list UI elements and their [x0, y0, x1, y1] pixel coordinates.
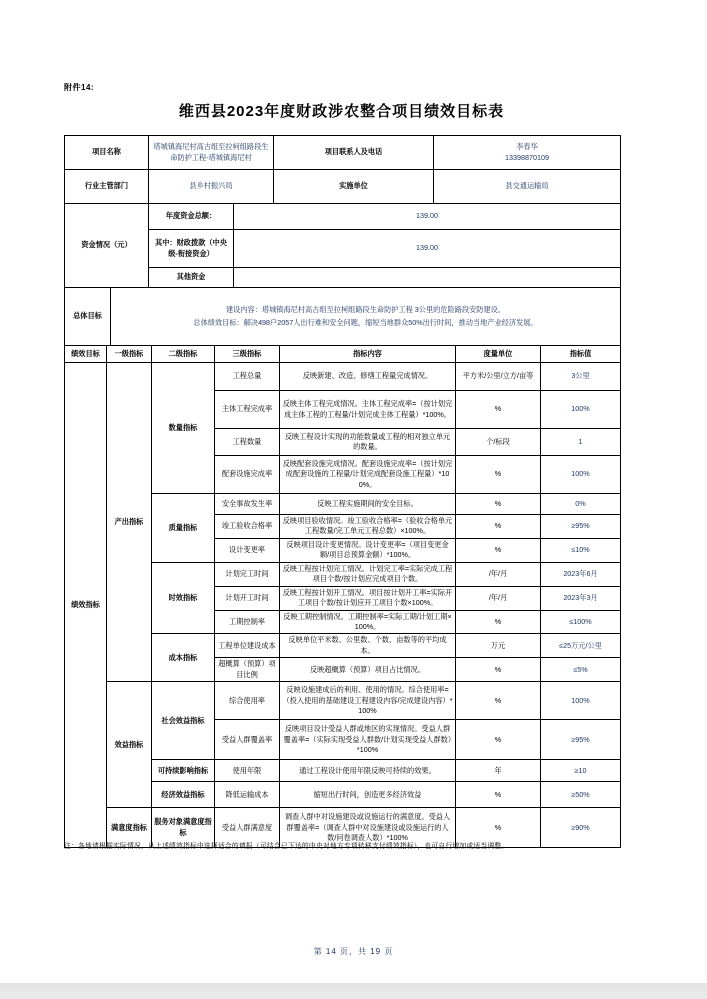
- unit-cell: 万元: [456, 634, 541, 658]
- value-cell: ≥95%: [541, 720, 621, 760]
- value-cell: 2023年6月: [541, 562, 621, 586]
- value-cell: 100%: [541, 682, 621, 720]
- unit-cell: 个/标段: [456, 429, 541, 456]
- contact-label: 项目联系人及电话: [274, 136, 434, 170]
- unit-cell: /年/月: [456, 586, 541, 610]
- header-goal: 绩效目标: [65, 346, 107, 363]
- page-title: 维西县2023年度财政涉农整合项目绩效目标表: [178, 103, 505, 120]
- contact-value: [434, 136, 621, 170]
- unit-cell: %: [456, 808, 541, 848]
- impl-label: 实施单位: [274, 170, 434, 204]
- content-cell: 反映工程按计划完工情况。计划完工率=实际完成工程项目个数/按计划应完成项目个数。: [280, 562, 456, 586]
- table-row: [65, 268, 621, 288]
- level2-sustain: 可持续影响指标: [152, 760, 215, 782]
- l3-cell: 超概算（预算）项目比例: [215, 658, 280, 682]
- l3-cell: 工程总量: [215, 363, 280, 391]
- contact-name: 李春华: [516, 142, 538, 152]
- side-label: 绩效指标: [65, 363, 107, 848]
- funding-central-value: 139.00: [234, 230, 621, 268]
- unit-cell: %: [456, 658, 541, 682]
- l3-cell: 计划开工时间: [215, 586, 280, 610]
- content-cell: 反映工期控制情况。工期控制率=实际工期/计划工期×100%。: [280, 610, 456, 634]
- content-cell: 缩短出行时间，创造更多经济效益: [280, 782, 456, 808]
- level1-benefit: 效益指标: [107, 682, 152, 808]
- l3-cell: 竣工验收合格率: [215, 515, 280, 539]
- project-name-label: 项目名称: [65, 136, 149, 170]
- project-name-value: 塔城镇海尼村高古组至拉柯组路段生命防护工程-塔城镇海尼村: [149, 136, 274, 170]
- value-cell: ≥10: [541, 760, 621, 782]
- goal-line-1: 建设内容：塔城镇海尼村高古组至拉柯组路段生命防护工程 3公里的危险路段安防建设。: [225, 305, 506, 315]
- unit-cell: 平方米/公里/立方/亩等: [456, 363, 541, 391]
- impl-value: 县交通运输局: [434, 170, 621, 204]
- overall-goal-content: [111, 288, 621, 346]
- unit-cell: %: [456, 610, 541, 634]
- level2-social: 社会效益指标: [152, 682, 215, 760]
- unit-cell: %: [456, 515, 541, 539]
- level2-quantity: 数量指标: [152, 363, 215, 494]
- l3-cell: 使用年限: [215, 760, 280, 782]
- level1-output: 产出指标: [107, 363, 152, 682]
- page-number: 第 14 页，共 19 页: [313, 947, 394, 956]
- contact-phone: 13398870109: [505, 152, 549, 162]
- l3-cell: 设计变更率: [215, 538, 280, 562]
- header-unit: 度量单位: [456, 346, 541, 363]
- unit-cell: /年/月: [456, 562, 541, 586]
- content-cell: 反映项目验收情况。竣工验收合格率=（验收合格单元工程数量/完工单元工程总数）×100%。: [280, 515, 456, 539]
- table-row: [65, 136, 621, 170]
- attachment-label: 附件14:: [64, 83, 95, 92]
- content-cell: 反映工程实施期间的安全目标。: [280, 494, 456, 515]
- tables-stack: [0, 135, 621, 848]
- content-cell: 反映单位平米数、公里数、个数、亩数等的平均成本。: [280, 634, 456, 658]
- level1-satisfaction: 满意度指标: [107, 808, 152, 848]
- content-cell: 反映项目设计变更情况。设计变更率=（项目变更金额/项目总预算金额）*100%。: [280, 538, 456, 562]
- content-cell: 反映设施建成后的利用、使用的情况。综合使用率=（投入使用的基础建设工程建设内容/完成建设内容）*100%: [280, 682, 456, 720]
- unit-cell: %: [456, 720, 541, 760]
- level2-economic: 经济效益指标: [152, 782, 215, 808]
- value-cell: ≥50%: [541, 782, 621, 808]
- funding-central-label: 其中：财政拨款（中央级-衔接资金）: [149, 230, 234, 268]
- level2-cost: 成本指标: [152, 634, 215, 682]
- value-cell: 100%: [541, 456, 621, 494]
- table-row: [65, 204, 621, 230]
- unit-cell: %: [456, 391, 541, 429]
- unit-cell: %: [456, 782, 541, 808]
- l3-cell: 受益人群覆盖率: [215, 720, 280, 760]
- footnote: 注：各地请根据实际情况，从上述绩效指标中选择适合的填报（可结合已下达的中央对地方专项转移支付绩效指标），也可自行增加或适当调整。: [64, 843, 509, 850]
- value-cell: ≥95%: [541, 515, 621, 539]
- table-row: [65, 288, 621, 346]
- funding-total-label: 年度资金总额：: [149, 204, 234, 230]
- level2-service-satisfaction: 服务对象满意度指标: [152, 808, 215, 848]
- header-level2: 二级指标: [152, 346, 215, 363]
- unit-cell: %: [456, 456, 541, 494]
- indicator-table: [64, 345, 621, 848]
- value-cell: 0%: [541, 494, 621, 515]
- l3-cell: 工程数量: [215, 429, 280, 456]
- dept-label: 行业主管部门: [65, 170, 149, 204]
- unit-cell: 年: [456, 760, 541, 782]
- value-cell: ≥90%: [541, 808, 621, 848]
- value-cell: 2023年3月: [541, 586, 621, 610]
- content-cell: 调查人群中对设施建设或设施运行的满意度。受益人群覆盖率=（调查人群中对设施建设或设施运行的人数/问卷调查人数）*100%: [280, 808, 456, 848]
- l3-cell: 综合使用率: [215, 682, 280, 720]
- funding-table: [64, 203, 621, 288]
- l3-cell: 工程单位建设成本: [215, 634, 280, 658]
- indicator-header-row: [65, 346, 621, 363]
- value-cell: ≤10%: [541, 538, 621, 562]
- goal-line-2: 总体绩效目标：解决498户2057人出行难和安全问题，缩短当地群众50%出行时间，推动当地产业经济发展。: [193, 317, 538, 327]
- l3-cell: 安全事故发生率: [215, 494, 280, 515]
- table-row: [65, 230, 621, 268]
- unit-cell: %: [456, 682, 541, 720]
- unit-cell: %: [456, 538, 541, 562]
- header-level1: 一级指标: [107, 346, 152, 363]
- l3-cell: 工期控制率: [215, 610, 280, 634]
- overall-goal-table: [64, 287, 621, 346]
- overall-goal-label: 总体目标: [65, 288, 111, 346]
- value-cell: 100%: [541, 391, 621, 429]
- header-level3: 三级指标: [215, 346, 280, 363]
- content-cell: 反映项目设计受益人群或地区的实现情况。受益人群覆盖率=（实际实现受益人群数/计划实现受益人群数）*100%: [280, 720, 456, 760]
- project-info-table: [64, 135, 621, 204]
- level2-time: 时效指标: [152, 562, 215, 634]
- funding-section-label: 资金情况（元）: [65, 204, 149, 288]
- l3-cell: 受益人群满意度: [215, 808, 280, 848]
- page-edge: [0, 983, 707, 991]
- funding-other-value: [234, 268, 621, 288]
- l3-cell: 主体工程完成率: [215, 391, 280, 429]
- l3-cell: 计划完工时间: [215, 562, 280, 586]
- content-cell: 反映工程设计实现的功能数量或工程的相对独立单元的数量。: [280, 429, 456, 456]
- indicator-row: [65, 682, 621, 720]
- header-content: 指标内容: [280, 346, 456, 363]
- unit-cell: %: [456, 494, 541, 515]
- content-cell: 通过工程设计使用年限反映可持续的效果。: [280, 760, 456, 782]
- level2-quality: 质量指标: [152, 494, 215, 563]
- content-cell: 反映新建、改造、修缮工程量完成情况。: [280, 363, 456, 391]
- table-row: [65, 170, 621, 204]
- header-value: 指标值: [541, 346, 621, 363]
- l3-cell: 配套设施完成率: [215, 456, 280, 494]
- value-cell: ≤25万元/公里: [541, 634, 621, 658]
- content-cell: 反映配套设施完成情况。配套设施完成率=（按计划完成配套设施的工程量/计划完成配套设施工程量）*100%。: [280, 456, 456, 494]
- value-cell: ≤5%: [541, 658, 621, 682]
- value-cell: 1: [541, 429, 621, 456]
- funding-total-value: 139.00: [234, 204, 621, 230]
- indicator-row: [65, 363, 621, 391]
- content-cell: 反映超概算（预算）项目占比情况。: [280, 658, 456, 682]
- l3-cell: 降低运输成本: [215, 782, 280, 808]
- funding-other-label: 其他资金: [149, 268, 234, 288]
- dept-value: 县乡村振兴局: [149, 170, 274, 204]
- content-cell: 反映主体工程完成情况。主体工程完成率=（按计划完成主体工程的工程量/计划完成主体工程量）*100%。: [280, 391, 456, 429]
- content-cell: 反映工程按计划开工情况。项目按计划开工率=实际开工项目个数/按计划应开工项目个数×100%。: [280, 586, 456, 610]
- value-cell: ≤100%: [541, 610, 621, 634]
- value-cell: 3公里: [541, 363, 621, 391]
